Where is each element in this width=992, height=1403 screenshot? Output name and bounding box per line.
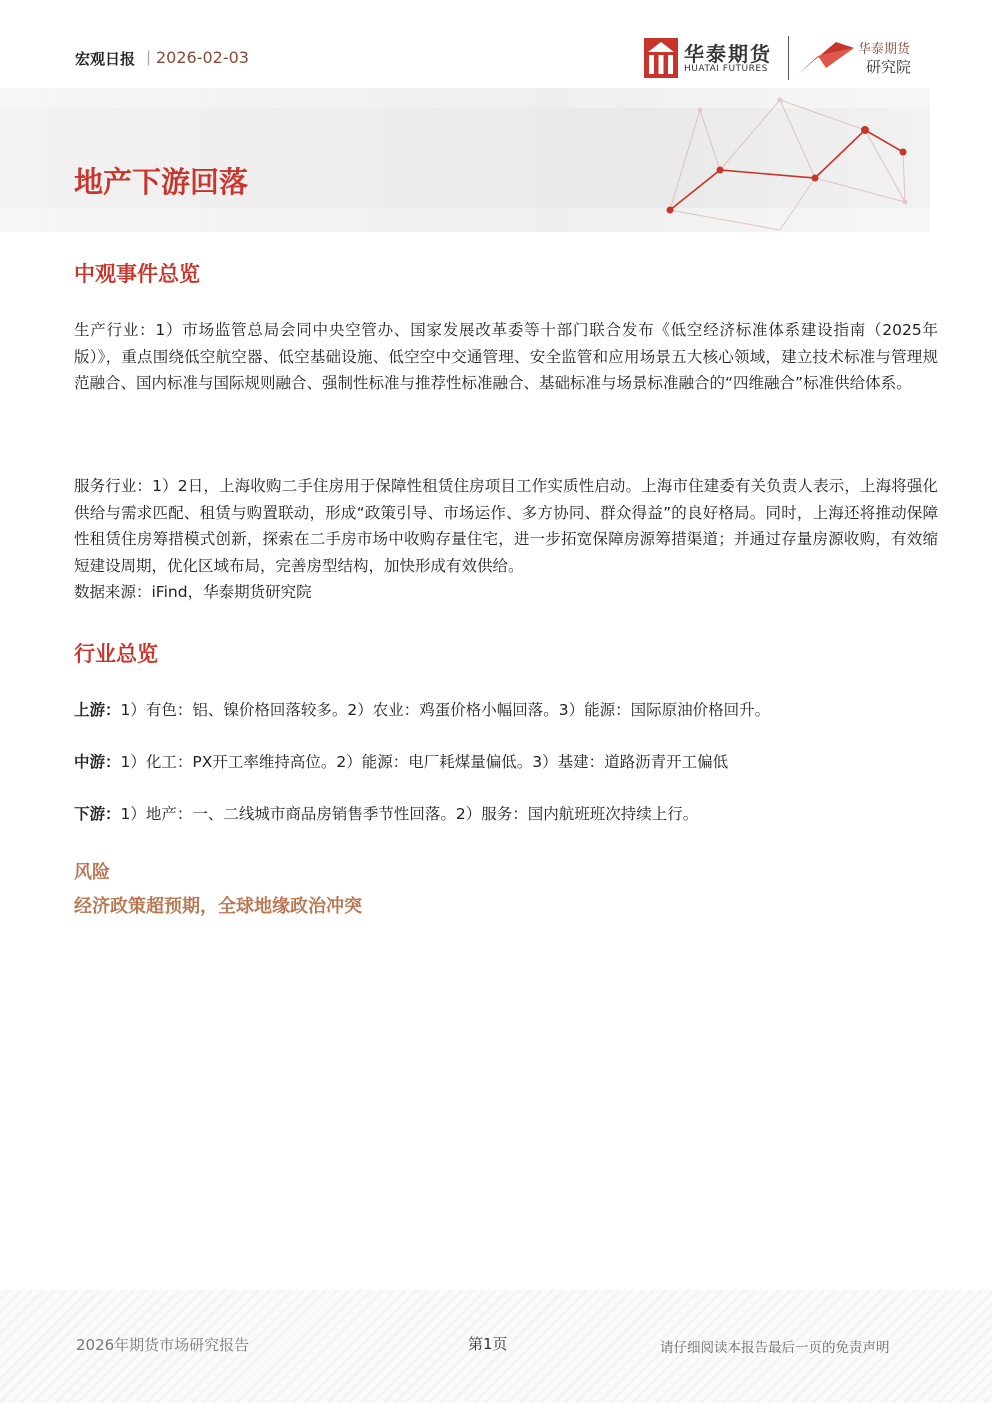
report-header: [0, 0, 992, 240]
page-title: 地产下游回落: [74, 165, 249, 199]
section-heading-events: 中观事件总览: [74, 262, 200, 286]
institute-name-line1: 华泰期货: [858, 42, 911, 57]
service-paragraph: 服务行业：1）2日，上海收购二手住房用于保障性租赁住房项目工作实质性启动。上海市住建委有关负责人表示，上海将强化供给与需求匹配、租赁与购置联动，形成“政策引导、市场运作、多方协同、群众得益”的良好格局。同时，上海还将推动保障性租赁住房筹措模式创新，探索在二手房市场中收购存量住宅，进一步拓宽保障房源筹措渠道；并通过存量房源收购，有效缩短建设周期，优化区域布局，完善房型结构，加快形成有效供给。: [74, 477, 938, 575]
risk-text: 经济政策超预期，全球地缘政治冲突: [74, 896, 362, 917]
logo-text-en: HUATAI FUTURES: [684, 64, 768, 74]
downstream-label: 下游：: [74, 805, 121, 823]
production-paragraph: 生产行业：1）市场监管总局会同中央空管办、国家发展改革委等十部门联合发布《低空经济标准体系建设指南（2025年版）》，重点围绕低空航空器、低空基础设施、低空空中交通管理、安全监管和应用场景五大核心领域，建立技术标准与管理规范融合、国内标准与国际规则融合、强制性标准与推荐性标准融合、基础标准与场景标准融合的“四维融合”标准供给体系。: [74, 321, 938, 392]
upstream-label: 上游：: [74, 701, 121, 719]
huatai-logo-icon: [644, 38, 678, 78]
report-date: 2026-02-03: [156, 48, 249, 67]
downstream-text: 1）地产：一、二线城市商品房销售季节性回落。2）服务：国内航班班次持续上行。: [120, 805, 699, 823]
institute-logo-icon: [796, 38, 856, 78]
midstream-text: 1）化工：PX开工率维持高位。2）能源：电厂耗煤量偏低。3）基建：道路沥青开工偏低: [120, 753, 729, 771]
institute-name-line2: 研究院: [866, 58, 912, 76]
downstream-line: [74, 802, 698, 824]
logo-divider: [788, 36, 789, 80]
midstream-label: 中游：: [74, 753, 121, 771]
disclaimer-note: 请仔细阅读本报告最后一页的免责声明: [660, 1340, 890, 1356]
footer-report-name: 2026年期货市场研究报告: [76, 1336, 250, 1354]
risk-heading: 风险: [74, 862, 110, 883]
section-heading-industry: 行业总览: [74, 642, 158, 666]
midstream-line: [74, 750, 728, 772]
page-number: 第1页: [468, 1335, 508, 1353]
header-separator: |: [146, 48, 152, 66]
upstream-text: 1）有色：铝、镍价格回落较多。2）农业：鸡蛋价格小幅回落。3）能源：国际原油价格回升。: [120, 701, 771, 719]
network-graphic: [640, 90, 940, 230]
doc-type: 宏观日报: [75, 50, 136, 68]
huatai-logo: [644, 36, 934, 82]
logo-text-cn: 华泰期货: [684, 42, 772, 66]
upstream-line: [74, 698, 770, 720]
data-source: 数据来源：iFind，华泰期货研究院: [74, 583, 312, 601]
